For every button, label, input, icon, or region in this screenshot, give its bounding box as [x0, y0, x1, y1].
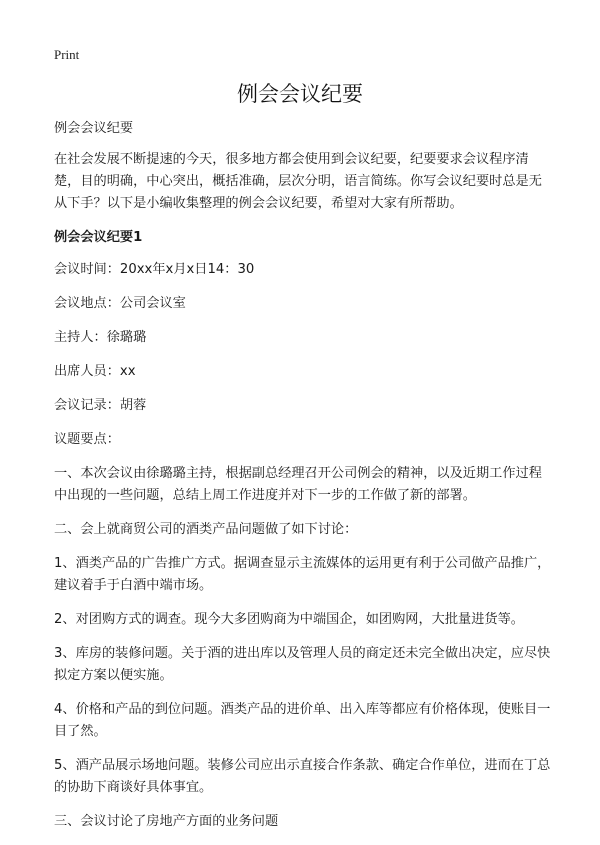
meeting-host: 主持人：徐璐璐: [54, 330, 147, 345]
document-body: [54, 118, 552, 845]
print-link[interactable]: Print: [54, 47, 80, 62]
intro-heading: 例会会议纪要: [54, 121, 134, 136]
discussion-item-5: 5、酒产品展示场地问题。装修公司应出示直接合作条款、确定合作单位，进而在丁总的协助下商谈好具体事宜。: [54, 758, 551, 795]
discussion-item-2: 2、对团购方式的调查。现今大多团购商为中端国企，如团购网，大批量进货等。: [54, 612, 524, 627]
document-title: 例会会议纪要: [237, 82, 363, 106]
intro-paragraph: 在社会发展不断提速的今天，很多地方都会使用到会议纪要，纪要要求会议程序清楚，目的明确，中心突出，概括准确，层次分明，语言简练。你写会议纪要时总是无从下手？以下是小编收集整理的例会会议纪要，希望对大家有所帮助。: [54, 152, 542, 211]
agenda-item-3: 三、会议讨论了房地产方面的业务问题: [54, 814, 279, 829]
meeting-recorder: 会议记录：胡蓉: [54, 398, 147, 413]
meeting-attendees: 出席人员：xx: [54, 364, 136, 379]
meeting-time: 会议时间：20xx年x月x日14：30: [54, 262, 255, 277]
meeting-location: 会议地点：公司会议室: [54, 296, 186, 311]
agenda-item-2: 二、会上就商贸公司的酒类产品问题做了如下讨论：: [54, 522, 358, 537]
agenda-item-1: 一、本次会议由徐璐璐主持，根据副总经理召开公司例会的精神，以及近期工作过程中出现的一些问题，总结上周工作进度并对下一步的工作做了新的部署。: [54, 466, 542, 503]
discussion-item-3: 3、库房的装修问题。关于酒的进出库以及管理人员的商定还未完全做出决定，应尽快拟定方案以便实施。: [54, 646, 551, 683]
section-heading: 例会会议纪要1: [54, 230, 143, 245]
discussion-item-4: 4、价格和产品的到位问题。酒类产品的进价单、出入库等都应有价格体现，使账目一目了然。: [54, 702, 551, 739]
discussion-item-1: 1、酒类产品的广告推广方式。据调查显示主流媒体的运用更有利于公司做产品推广，建议着手于白酒中端市场。: [54, 556, 551, 593]
agenda-label: 议题要点：: [54, 432, 120, 447]
